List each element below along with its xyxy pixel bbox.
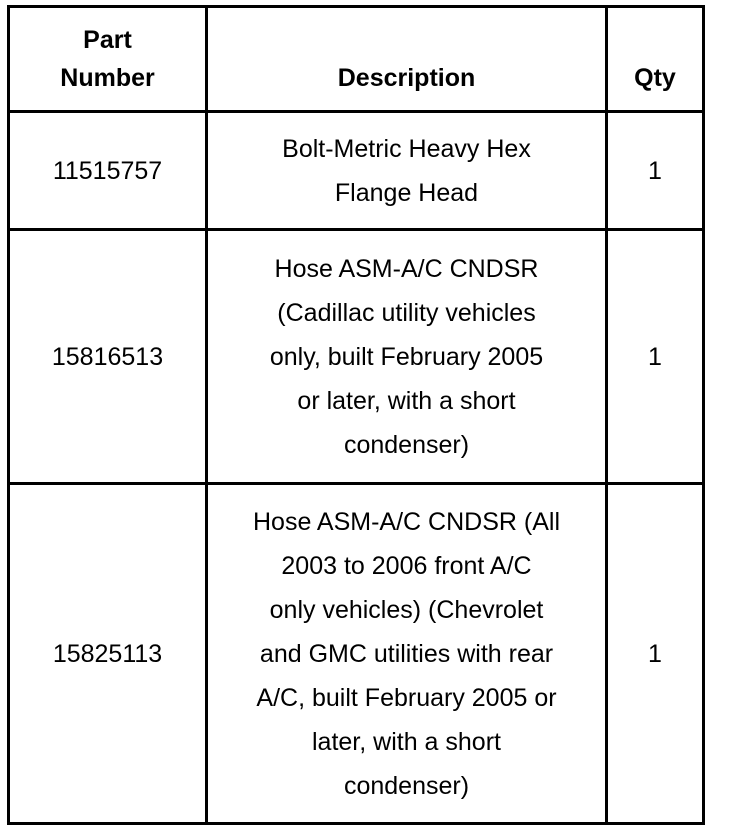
part-number-cell: 15816513 xyxy=(9,230,207,484)
table-row xyxy=(9,230,704,484)
table-row xyxy=(9,484,704,824)
header-part-number xyxy=(9,7,207,112)
header-row xyxy=(9,7,704,112)
qty-cell: 1 xyxy=(607,484,704,824)
qty-cell: 1 xyxy=(607,230,704,484)
header-qty-label: Qty xyxy=(634,64,676,92)
header-qty xyxy=(607,7,704,112)
header-description-label: Description xyxy=(337,64,476,92)
part-number-cell: 11515757 xyxy=(9,112,207,230)
part-number-cell: 15825113 xyxy=(9,484,207,824)
description-text: Bolt-Metric Heavy Hex Flange Head xyxy=(282,134,531,207)
table-row xyxy=(9,112,704,230)
description-text: Hose ASM-A/C CNDSR (Cadillac utility vehicles only, built February 2005 or later, with a short condenser) xyxy=(269,254,544,459)
description-text: Hose ASM-A/C CNDSR (All 2003 to 2006 front A/C only vehicles) (Chevrolet and GMC utilities with rear A/C, built February 2005 or later, with a short condenser) xyxy=(253,507,560,800)
parts-table xyxy=(7,5,705,825)
description-cell xyxy=(207,230,607,484)
header-description xyxy=(207,7,607,112)
description-cell xyxy=(207,484,607,824)
qty-cell: 1 xyxy=(607,112,704,230)
description-cell xyxy=(207,112,607,230)
header-part-number-label: Part Number xyxy=(60,26,155,92)
